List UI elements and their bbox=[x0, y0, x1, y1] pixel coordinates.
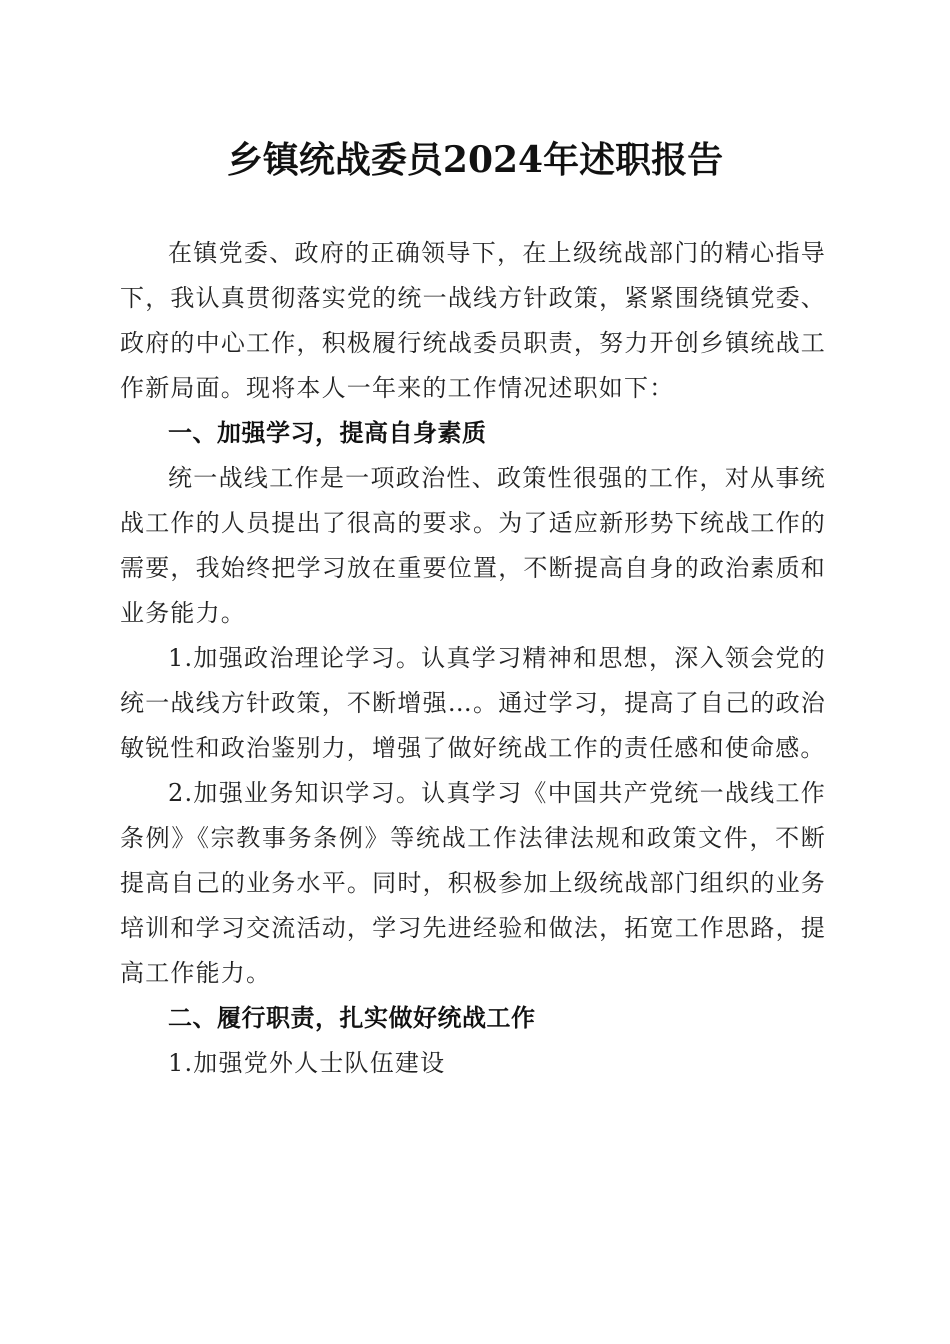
document-title: 乡镇统战委员2024年述职报告 bbox=[226, 139, 724, 181]
section-1-item-1: 1.加强政治理论学习。认真学习精神和思想，深入领会党的统一战线方针政策，不断增强…。通过学习，提高了自己的政治敏锐性和政治鉴别力，增强了做好统战工作的责任感和使命感。 bbox=[120, 644, 826, 762]
section-heading-1: 一、加强学习，提高自身素质 bbox=[168, 419, 487, 447]
section-2-item-1: 1.加强党外人士队伍建设 bbox=[168, 1049, 446, 1077]
document-body bbox=[120, 231, 826, 1086]
section-1-paragraph: 统一战线工作是一项政治性、政策性很强的工作，对从事统战工作的人员提出了很高的要求。为了适应新形势下统战工作的需要，我始终把学习放在重要位置，不断提高自身的政治素质和业务能力。 bbox=[120, 464, 826, 627]
intro-paragraph: 在镇党委、政府的正确领导下，在上级统战部门的精心指导下，我认真贯彻落实党的统一战线方针政策，紧紧围绕镇党委、政府的中心工作，积极履行统战委员职责，努力开创乡镇统战工作新局面。现将本人一年来的工作情况述职如下： bbox=[120, 239, 826, 402]
section-heading-2: 二、履行职责，扎实做好统战工作 bbox=[168, 1004, 536, 1032]
section-1-item-2: 2.加强业务知识学习。认真学习《中国共产党统一战线工作条例》《宗教事务条例》等统战工作法律法规和政策文件，不断提高自己的业务水平。同时，积极参加上级统战部门组织的业务培训和学习交流活动，学习先进经验和做法，拓宽工作思路，提高工作能力。 bbox=[120, 779, 826, 987]
